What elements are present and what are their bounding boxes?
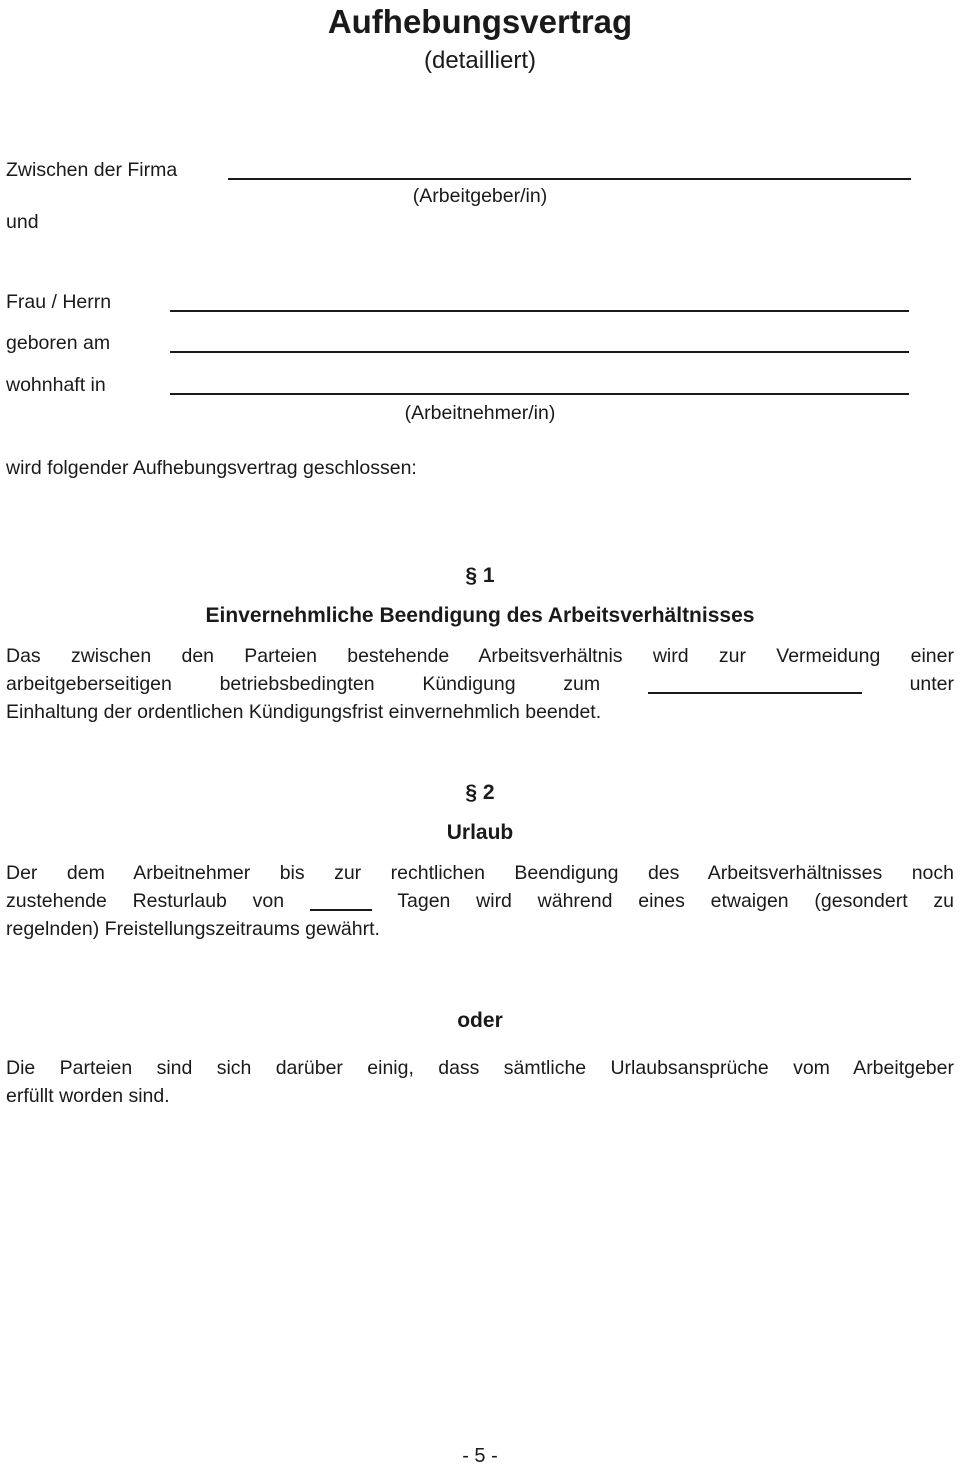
section-2-line-1: Der dem Arbeitnehmer bis zur rechtlichen Beendigung des Arbeitsverhältnisses noch (6, 862, 954, 884)
section-1-number: § 1 (465, 564, 495, 587)
page-number: - 5 - (462, 1445, 498, 1467)
employee-birthdate-label: geboren am (6, 332, 111, 354)
section-1-paragraph (6, 642, 954, 726)
intro-closing-line: wird folgender Aufhebungsvertrag geschlossen: (6, 457, 417, 479)
section-2-alternative-paragraph (6, 1054, 954, 1110)
section-1-line-1: Das zwischen den Parteien bestehende Arbeitsverhältnis wird zur Vermeidung einer (6, 645, 954, 667)
document-title: Aufhebungsvertrag (327, 3, 633, 40)
section-2-line-2-text-after: Tagen wird während eines etwaigen (gesondert zu (397, 890, 954, 912)
vacation-days-blank-line (310, 904, 372, 911)
section-2-line-2-text-before: zustehende Resturlaub von (6, 890, 285, 912)
termination-date-blank-line (648, 687, 862, 694)
employee-birthdate-row (6, 330, 954, 356)
employee-name-blank-line (170, 310, 909, 312)
employee-caption: (Arbeitnehmer/in) (404, 402, 556, 424)
employee-name-row (6, 289, 954, 315)
section-1-heading: Einvernehmliche Beendigung des Arbeitsverhältnisses (205, 604, 755, 627)
section-2-alternative-line-2: erfüllt worden sind. (6, 1085, 170, 1107)
employer-name-label: Zwischen der Firma (6, 159, 178, 181)
section-2-line-3: regelnden) Freistellungszeitraums gewährt. (6, 918, 380, 940)
document-subtitle: (detailliert) (423, 47, 537, 74)
employee-address-label: wohnhaft in (6, 374, 106, 396)
section-2-number: § 2 (465, 781, 495, 804)
section-2-paragraph (6, 859, 954, 943)
section-2-heading: Urlaub (446, 821, 514, 844)
employee-name-label: Frau / Herrn (6, 291, 112, 313)
connector-und: und (6, 211, 39, 233)
employer-name-blank-line (228, 178, 911, 180)
employee-birthdate-blank-line (170, 351, 909, 353)
section-1-line-2 (6, 670, 954, 698)
alternative-connector-oder: oder (457, 1009, 503, 1032)
employer-name-row (6, 157, 954, 183)
section-2-alternative-line-1: Die Parteien sind sich darüber einig, dass sämtliche Urlaubsansprüche vom Arbeitgeber (6, 1057, 954, 1079)
employee-address-blank-line (170, 393, 909, 395)
section-1-line-3: Einhaltung der ordentlichen Kündigungsfrist einvernehmlich beendet. (6, 701, 602, 723)
section-2-line-2 (6, 887, 954, 915)
section-1-line-2-text-before: arbeitgeberseitigen betriebsbedingten Kündigung zum (6, 673, 601, 695)
section-1-line-2-text-after: unter (909, 673, 955, 695)
employer-caption: (Arbeitgeber/in) (412, 185, 548, 207)
employee-address-row (6, 372, 954, 398)
